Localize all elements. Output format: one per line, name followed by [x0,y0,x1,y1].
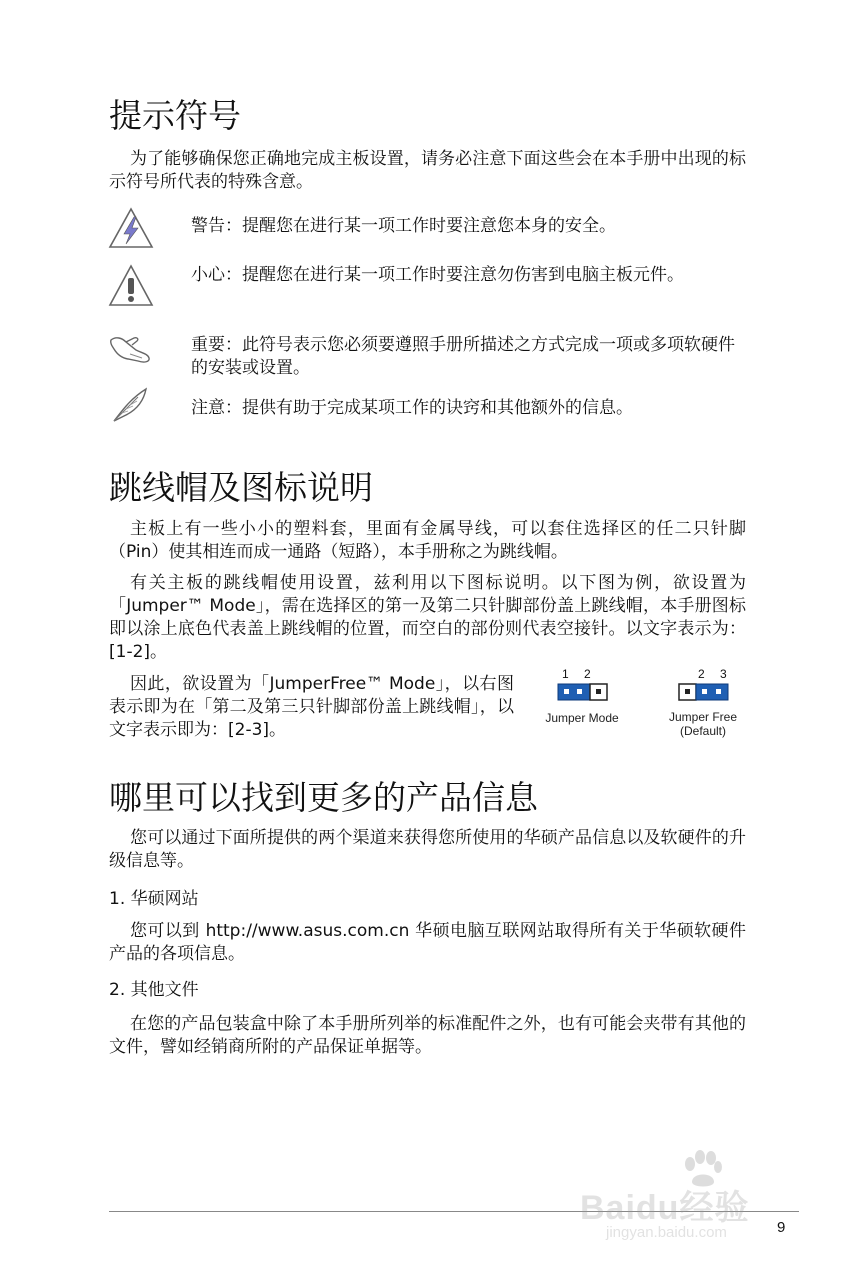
note-text: 注意：提供有助于完成某项工作的诀窍和其他额外的信息。 [191,398,633,418]
jumper-paragraph-2: 有关主板的跳线帽使用设置，兹利用以下图标说明。以下图为例，欲设置为「Jumper™ Mode」，需在选择区的第一及第二只针脚部份盖上跳线帽，本手册图标即以涂上底色代表盖上跳线帽的位置，而空白的部份则代表空接针。以文字表示为：[1-2]。 [109,573,746,662]
important-text: 重要：此符号表示您必须要遵照手册所描述之方式完成一项或多项软硬件的安装或设置。 [191,335,735,378]
jumper-free-pin-numbers: 2 3 [698,667,733,681]
caution-text: 小心：提醒您在进行某一项工作时要注意勿伤害到电脑主板元件。 [191,265,684,285]
watermark-brand: Baidu经验 [580,1189,750,1227]
lightning-warning-icon [108,207,154,253]
jumper-mode-diagram [540,667,635,737]
jumper-paragraph-1: 主板上有一些小小的塑料套，里面有金属导线，可以套住选择区的任二只针脚（Pin）使其相连而成一通路（短路），本手册称之为跳线帽。 [109,519,746,562]
more-info-title: 哪里可以找到更多的产品信息 [109,778,538,817]
exclamation-caution-icon [108,264,154,312]
jumper-paragraph-3: 因此，欲设置为「JumperFree™ Mode」，以右图表示即为在「第二及第三只针脚部份盖上跳线帽」，以文字表示即为：[2-3]。 [109,674,514,740]
page-number: 9 [777,1219,786,1236]
more-info-intro: 您可以通过下面所提供的两个渠道来获得您所使用的华硕产品信息以及软硬件的升级信息等。 [109,828,746,871]
jumper-free-caption-line1: Jumper Free [668,710,738,724]
jumper-mode-caption: Jumper Mode [545,711,619,725]
jumper-1-2-icon [557,683,609,701]
warning-text: 警告：提醒您在进行某一项工作时要注意您本身的安全。 [191,216,616,236]
baidu-watermark [580,1150,810,1260]
feather-note-icon [108,385,152,429]
website-text: 您可以到 http://www.asus.com.cn 华硕电脑互联网站取得所有关于华硕软硬件产品的各项信息。 [109,921,746,964]
jumper-free-caption-line2: (Default) [679,724,726,738]
jumper-mode-pin-numbers: 1 2 [562,667,597,681]
list-label-website: 1. 华硕网站 [109,889,199,909]
jumper-free-caption [660,710,746,738]
jumper-free-diagram [660,667,760,742]
notation-intro: 为了能够确保您正确地完成主板设置，请务必注意下面这些会在本手册中出现的标示符号所代表的特殊含意。 [109,149,746,192]
watermark-url: jingyan.baidu.com [606,1224,727,1241]
other-docs-text: 在您的产品包装盒中除了本手册所列举的标准配件之外，也有可能会夹带有其他的文件，譬如经销商所附的产品保证单据等。 [109,1014,746,1057]
jumper-title: 跳线帽及图标说明 [109,468,373,507]
hand-important-icon [108,332,152,370]
notation-title: 提示符号 [109,96,241,135]
list-label-other-docs: 2. 其他文件 [109,980,199,1000]
jumper-2-3-icon [678,683,730,701]
